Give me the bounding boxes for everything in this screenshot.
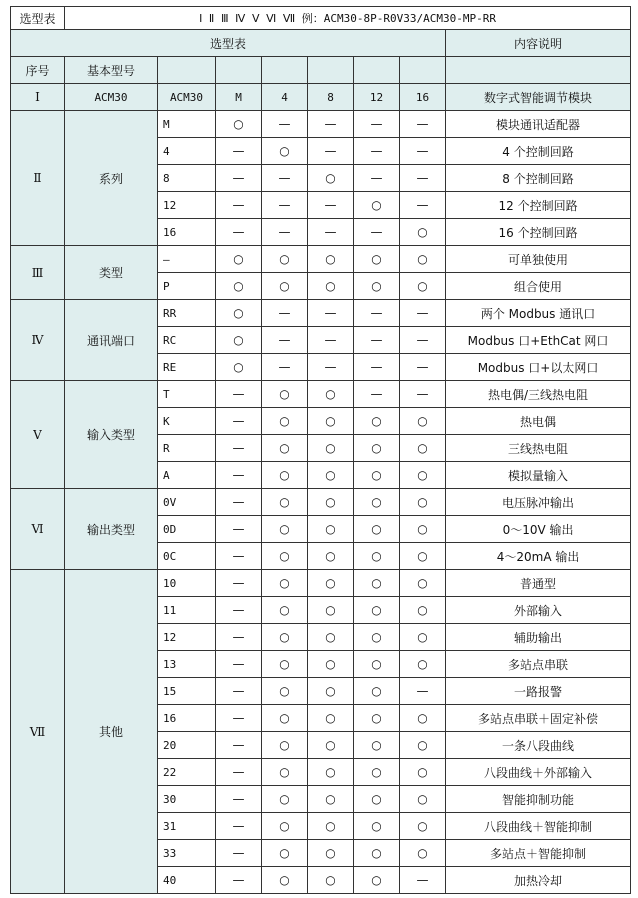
availability-mark: — [308, 111, 354, 138]
availability-mark: ○ [308, 813, 354, 840]
option-code: — [158, 246, 216, 273]
availability-mark: ○ [400, 624, 446, 651]
option-description: 模块通讯适配器 [446, 111, 631, 138]
availability-mark: — [308, 327, 354, 354]
table-row [11, 246, 631, 273]
table-row [11, 300, 631, 327]
availability-mark: ○ [354, 705, 400, 732]
option-code: 20 [158, 732, 216, 759]
availability-mark: — [216, 165, 262, 192]
availability-mark: — [216, 786, 262, 813]
option-description: 多站点串联 [446, 651, 631, 678]
option-description: 16 个控制回路 [446, 219, 631, 246]
group-name: 类型 [65, 246, 158, 300]
availability-mark: ○ [400, 219, 446, 246]
availability-mark: — [308, 354, 354, 381]
availability-mark: — [308, 192, 354, 219]
empty-header-cell [400, 57, 446, 84]
empty-header-cell [216, 57, 262, 84]
option-code: 40 [158, 867, 216, 894]
option-code: 33 [158, 840, 216, 867]
availability-mark: — [308, 300, 354, 327]
option-description: 普通型 [446, 570, 631, 597]
availability-mark: ○ [400, 543, 446, 570]
option-description: 辅助输出 [446, 624, 631, 651]
group-name: 系列 [65, 111, 158, 246]
model-col-4: 4 [262, 84, 308, 111]
availability-mark: — [216, 462, 262, 489]
availability-mark: ○ [308, 678, 354, 705]
base-model-header: 基本型号 [65, 57, 158, 84]
availability-mark: — [262, 327, 308, 354]
availability-mark: ○ [216, 246, 262, 273]
availability-mark: ○ [354, 246, 400, 273]
availability-mark: — [216, 651, 262, 678]
option-code: 4 [158, 138, 216, 165]
availability-mark: ○ [216, 111, 262, 138]
option-code: 0V [158, 489, 216, 516]
model-base: ACM30 [65, 84, 158, 111]
seq-header: 序号 [11, 57, 65, 84]
availability-mark: ○ [354, 516, 400, 543]
availability-mark: — [216, 408, 262, 435]
availability-mark: ○ [400, 759, 446, 786]
option-description: 智能抑制功能 [446, 786, 631, 813]
option-code: R [158, 435, 216, 462]
availability-mark: — [400, 867, 446, 894]
option-description: 八段曲线＋智能抑制 [446, 813, 631, 840]
availability-mark: ○ [354, 786, 400, 813]
availability-mark: — [216, 624, 262, 651]
availability-mark: ○ [308, 624, 354, 651]
availability-mark: ○ [308, 840, 354, 867]
example-line: Ⅰ Ⅱ Ⅲ Ⅳ Ⅴ Ⅵ Ⅶ 例：ACM30-8P-R0V33/ACM30-MP-RR [65, 7, 631, 30]
availability-mark: ○ [308, 705, 354, 732]
availability-mark: — [262, 192, 308, 219]
option-code: RC [158, 327, 216, 354]
option-code: 11 [158, 597, 216, 624]
availability-mark: ○ [262, 381, 308, 408]
availability-mark: ○ [262, 543, 308, 570]
availability-mark: ○ [354, 435, 400, 462]
availability-mark: — [216, 570, 262, 597]
availability-mark: — [216, 840, 262, 867]
availability-mark: ○ [400, 246, 446, 273]
availability-mark: ○ [308, 489, 354, 516]
option-description: Modbus 口+以太网口 [446, 354, 631, 381]
availability-mark: ○ [308, 570, 354, 597]
empty-header-cell [262, 57, 308, 84]
availability-mark: ○ [216, 354, 262, 381]
empty-header-cell [354, 57, 400, 84]
option-description: 一条八段曲线 [446, 732, 631, 759]
model-col-m: M [216, 84, 262, 111]
option-description: 八段曲线＋外部输入 [446, 759, 631, 786]
option-description: 加热冷却 [446, 867, 631, 894]
option-code: A [158, 462, 216, 489]
availability-mark: ○ [354, 624, 400, 651]
option-code: 16 [158, 705, 216, 732]
availability-mark: ○ [354, 678, 400, 705]
availability-mark: ○ [216, 327, 262, 354]
availability-mark: — [400, 327, 446, 354]
group-name: 输出类型 [65, 489, 158, 570]
option-code: RR [158, 300, 216, 327]
availability-mark: — [262, 300, 308, 327]
availability-mark: ○ [262, 570, 308, 597]
option-code: RE [158, 354, 216, 381]
availability-mark: ○ [354, 867, 400, 894]
option-code: M [158, 111, 216, 138]
availability-mark: — [354, 300, 400, 327]
option-code: T [158, 381, 216, 408]
availability-mark: ○ [308, 867, 354, 894]
availability-mark: — [400, 678, 446, 705]
option-description: 0～10V 输出 [446, 516, 631, 543]
option-code: 10 [158, 570, 216, 597]
availability-mark: ○ [400, 516, 446, 543]
title-row [11, 7, 631, 30]
availability-mark: ○ [262, 786, 308, 813]
title-cell: 选型表 [11, 7, 65, 30]
availability-mark: ○ [308, 273, 354, 300]
availability-mark: ○ [308, 165, 354, 192]
option-code: 31 [158, 813, 216, 840]
option-description: 多站点＋智能抑制 [446, 840, 631, 867]
availability-mark: ○ [354, 813, 400, 840]
availability-mark: — [216, 543, 262, 570]
availability-mark: ○ [308, 408, 354, 435]
group-seq: Ⅴ [11, 381, 65, 489]
model-col-16: 16 [400, 84, 446, 111]
model-col-12: 12 [354, 84, 400, 111]
availability-mark: — [400, 165, 446, 192]
selection-table-container [10, 6, 631, 894]
availability-mark: ○ [262, 435, 308, 462]
availability-mark: ○ [400, 705, 446, 732]
availability-mark: ○ [262, 651, 308, 678]
empty-header-cell [446, 57, 631, 84]
availability-mark: ○ [308, 516, 354, 543]
availability-mark: ○ [354, 462, 400, 489]
availability-mark: — [262, 111, 308, 138]
option-code: 16 [158, 219, 216, 246]
availability-mark: ○ [262, 246, 308, 273]
availability-mark: — [216, 138, 262, 165]
availability-mark: — [308, 219, 354, 246]
availability-mark: — [354, 138, 400, 165]
availability-mark: ○ [308, 651, 354, 678]
group-seq: Ⅵ [11, 489, 65, 570]
model-seq: Ⅰ [11, 84, 65, 111]
availability-mark: ○ [400, 570, 446, 597]
option-description: 多站点串联＋固定补偿 [446, 705, 631, 732]
availability-mark: — [216, 219, 262, 246]
model-code: ACM30 [158, 84, 216, 111]
option-description: 两个 Modbus 通讯口 [446, 300, 631, 327]
option-code: 22 [158, 759, 216, 786]
availability-mark: — [400, 354, 446, 381]
option-description: 外部输入 [446, 597, 631, 624]
availability-mark: — [354, 327, 400, 354]
option-code: 13 [158, 651, 216, 678]
availability-mark: — [400, 381, 446, 408]
availability-mark: — [216, 678, 262, 705]
availability-mark: — [216, 516, 262, 543]
availability-mark: — [400, 300, 446, 327]
availability-mark: — [354, 111, 400, 138]
availability-mark: ○ [354, 273, 400, 300]
availability-mark: — [216, 705, 262, 732]
availability-mark: — [216, 435, 262, 462]
table-row [11, 381, 631, 408]
availability-mark: ○ [354, 543, 400, 570]
availability-mark: ○ [400, 651, 446, 678]
availability-mark: ○ [262, 759, 308, 786]
header-row-2 [11, 57, 631, 84]
option-description: 12 个控制回路 [446, 192, 631, 219]
availability-mark: ○ [262, 705, 308, 732]
group-seq: Ⅶ [11, 570, 65, 894]
availability-mark: ○ [308, 462, 354, 489]
availability-mark: ○ [354, 192, 400, 219]
availability-mark: ○ [354, 840, 400, 867]
group-name: 通讯端口 [65, 300, 158, 381]
option-description: 可单独使用 [446, 246, 631, 273]
availability-mark: ○ [262, 273, 308, 300]
availability-mark: — [216, 597, 262, 624]
availability-mark: — [262, 219, 308, 246]
availability-mark: — [216, 732, 262, 759]
availability-mark: ○ [400, 732, 446, 759]
availability-mark: — [262, 165, 308, 192]
option-code: 0D [158, 516, 216, 543]
selection-table-header: 选型表 [11, 30, 446, 57]
group-seq: Ⅱ [11, 111, 65, 246]
availability-mark: ○ [262, 408, 308, 435]
availability-mark: ○ [308, 543, 354, 570]
availability-mark: ○ [262, 813, 308, 840]
option-description: 一路报警 [446, 678, 631, 705]
availability-mark: — [354, 381, 400, 408]
availability-mark: — [400, 138, 446, 165]
availability-mark: ○ [262, 597, 308, 624]
availability-mark: — [354, 165, 400, 192]
model-col-8: 8 [308, 84, 354, 111]
option-code: 30 [158, 786, 216, 813]
availability-mark: — [354, 219, 400, 246]
availability-mark: ○ [308, 786, 354, 813]
availability-mark: ○ [400, 489, 446, 516]
group-name: 输入类型 [65, 381, 158, 489]
option-description: 8 个控制回路 [446, 165, 631, 192]
availability-mark: — [400, 192, 446, 219]
option-code: 15 [158, 678, 216, 705]
availability-mark: ○ [262, 732, 308, 759]
header-row-1 [11, 30, 631, 57]
option-description: 三线热电阻 [446, 435, 631, 462]
option-description: 4～20mA 输出 [446, 543, 631, 570]
option-code: 12 [158, 192, 216, 219]
content-desc-header: 内容说明 [446, 30, 631, 57]
availability-mark: ○ [400, 597, 446, 624]
empty-header-cell [308, 57, 354, 84]
availability-mark: ○ [262, 624, 308, 651]
availability-mark: ○ [308, 246, 354, 273]
availability-mark: ○ [308, 381, 354, 408]
availability-mark: ○ [262, 840, 308, 867]
option-description: 热电偶 [446, 408, 631, 435]
table-row [11, 489, 631, 516]
availability-mark: ○ [354, 732, 400, 759]
availability-mark: ○ [262, 462, 308, 489]
availability-mark: ○ [400, 840, 446, 867]
table-row [11, 111, 631, 138]
availability-mark: ○ [400, 435, 446, 462]
group-seq: Ⅲ [11, 246, 65, 300]
availability-mark: — [216, 381, 262, 408]
availability-mark: ○ [308, 435, 354, 462]
availability-mark: — [216, 759, 262, 786]
availability-mark: ○ [400, 786, 446, 813]
availability-mark: ○ [400, 813, 446, 840]
availability-mark: — [262, 354, 308, 381]
availability-mark: — [216, 192, 262, 219]
availability-mark: ○ [262, 678, 308, 705]
availability-mark: ○ [262, 138, 308, 165]
availability-mark: ○ [354, 651, 400, 678]
group-seq: Ⅳ [11, 300, 65, 381]
availability-mark: ○ [400, 408, 446, 435]
option-description: Modbus 口+EthCat 网口 [446, 327, 631, 354]
option-description: 组合使用 [446, 273, 631, 300]
option-description: 模拟量输入 [446, 462, 631, 489]
table-row [11, 570, 631, 597]
availability-mark: ○ [262, 867, 308, 894]
empty-header-cell [158, 57, 216, 84]
availability-mark: ○ [216, 273, 262, 300]
availability-mark: ○ [354, 597, 400, 624]
availability-mark: ○ [216, 300, 262, 327]
option-code: K [158, 408, 216, 435]
availability-mark: ○ [354, 489, 400, 516]
option-description: 热电偶/三线热电阻 [446, 381, 631, 408]
availability-mark: ○ [354, 570, 400, 597]
availability-mark: ○ [262, 489, 308, 516]
availability-mark: ○ [354, 408, 400, 435]
option-code: 12 [158, 624, 216, 651]
model-desc: 数字式智能调节模块 [446, 84, 631, 111]
option-description: 电压脉冲输出 [446, 489, 631, 516]
availability-mark: — [216, 867, 262, 894]
availability-mark: ○ [400, 273, 446, 300]
option-code: P [158, 273, 216, 300]
availability-mark: — [308, 138, 354, 165]
availability-mark: ○ [354, 759, 400, 786]
availability-mark: — [216, 813, 262, 840]
option-code: 8 [158, 165, 216, 192]
option-description: 4 个控制回路 [446, 138, 631, 165]
availability-mark: ○ [308, 732, 354, 759]
availability-mark: ○ [308, 597, 354, 624]
availability-mark: — [354, 354, 400, 381]
option-code: 0C [158, 543, 216, 570]
availability-mark: ○ [308, 759, 354, 786]
group-name: 其他 [65, 570, 158, 894]
availability-mark: ○ [400, 462, 446, 489]
model-row [11, 84, 631, 111]
availability-mark: ○ [262, 516, 308, 543]
selection-table [10, 6, 631, 894]
availability-mark: — [400, 111, 446, 138]
availability-mark: — [216, 489, 262, 516]
